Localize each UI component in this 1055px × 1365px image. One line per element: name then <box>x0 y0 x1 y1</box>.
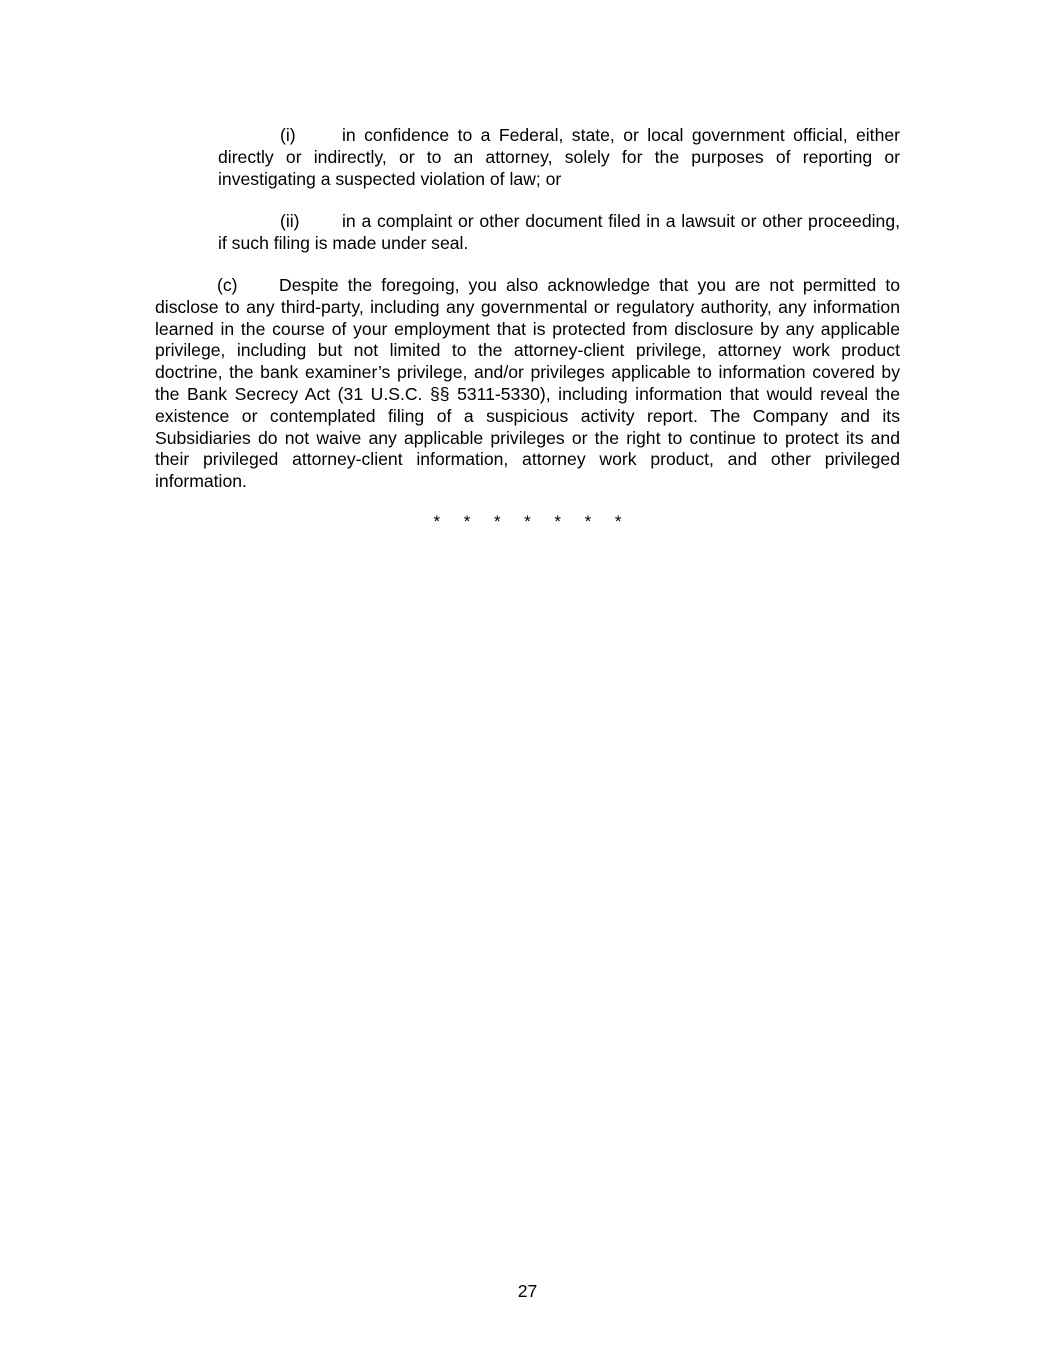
paragraph-c-text: Despite the foregoing, you also acknowledge that you are not permitted to disclose to any third-party, including any governmental or regulatory authority, any information learned in the course of your employment that is protected from disclosure by any applicable privilege, including but not limited to the attorney-client privilege, attorney work product doctrine, the bank examiner’s privilege, and/or privileges applicable to information covered by the Bank Secrecy Act (31 U.S.C. §§ 5311-5330), including information that would reveal the existence or contemplated filing of a suspicious activity report. The Company and its Subsidiaries do not waive any applicable privileges or the right to continue to protect its and their privileged attorney-client information, attorney work product, and other privileged information. <box>155 275 900 492</box>
paragraph-c <box>155 275 900 493</box>
subparagraph-ii-text: in a complaint or other document filed in a lawsuit or other proceeding, if such filing is made under seal. <box>218 211 900 253</box>
paragraph-c-number: (c) <box>217 275 238 295</box>
subparagraph-i-number: (i) <box>280 125 296 145</box>
subparagraph-i <box>218 125 900 190</box>
subparagraph-ii <box>218 211 900 255</box>
page-number: 27 <box>517 1281 538 1301</box>
subparagraph-i-text: in confidence to a Federal, state, or local government official, either directly or indirectly, or to an attorney, solely for the purposes of reporting or investigating a suspected violation of law; or <box>218 125 900 189</box>
section-separator: * * * * * * * <box>433 512 622 531</box>
subparagraph-ii-number: (ii) <box>280 211 300 231</box>
